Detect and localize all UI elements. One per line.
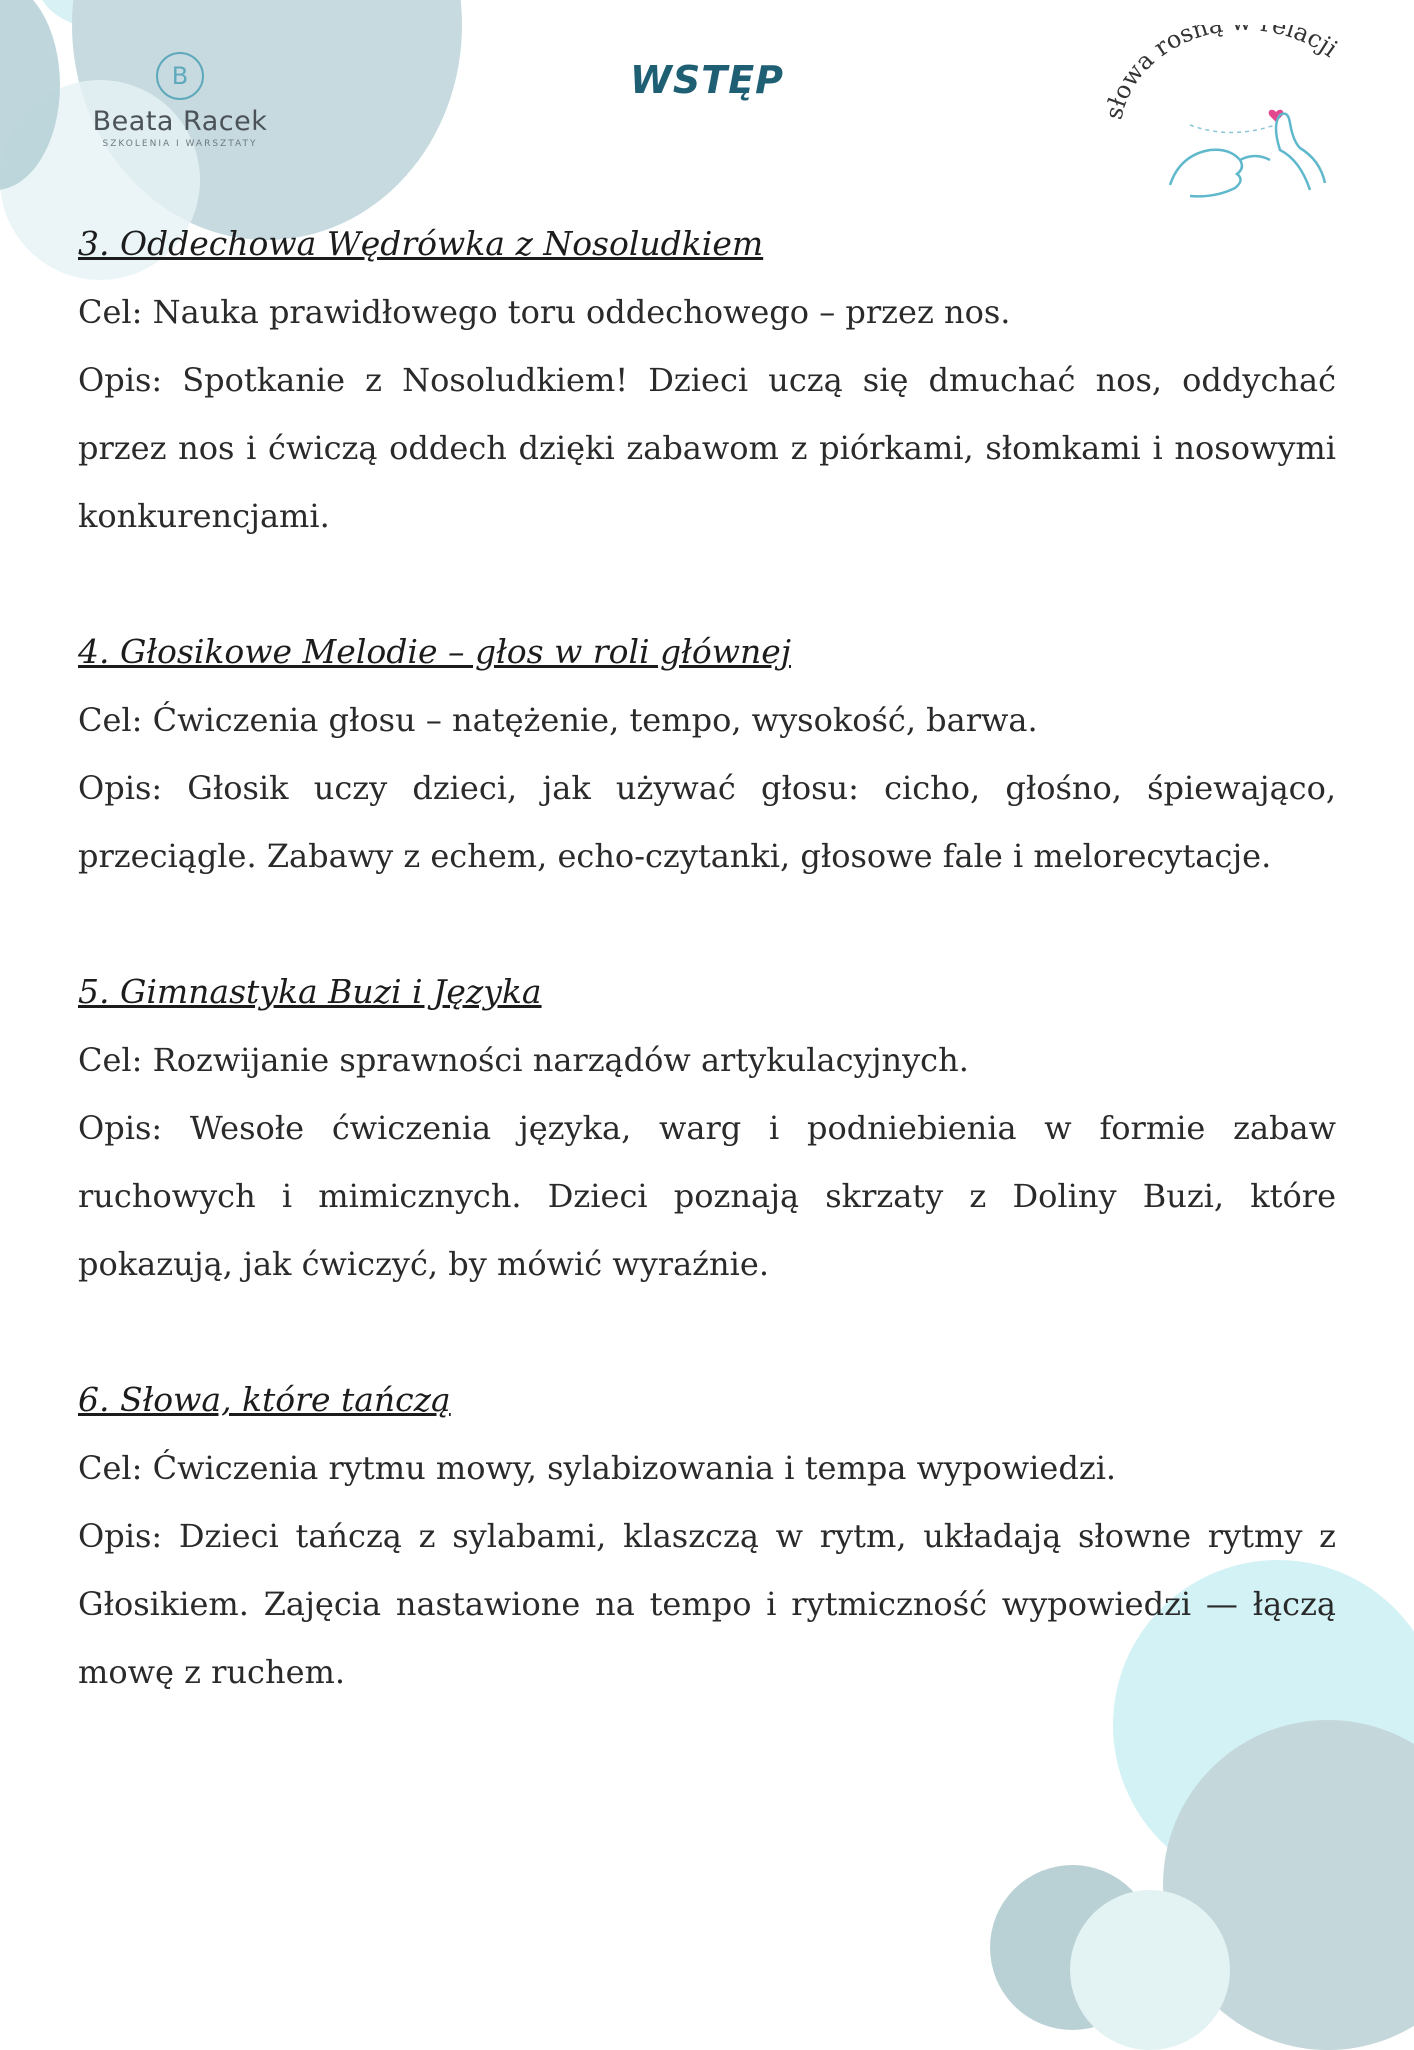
brand-right-text: słowa rosn elacji [1100,25,1343,122]
content [78,210,1336,1774]
section-description: Opis: Wesołe ćwiczenia języka, warg i podniebienia w formie zabaw ruchowych i mimicznych. Dzieci poznają skrzaty z Doliny Buzi, które pokazują, jak ćwiczyć, by mówić wyraźnie. [78,1109,1336,1283]
brand-logo-right [1100,25,1380,215]
section-description: Opis: Dzieci tańczą z sylabami, klaszczą w rytm, układają słowne rytmy z Głosikiem. Zajęcia nastawione na tempo i rytmiczność wypowiedzi — łączą mowę z ruchem. [78,1517,1336,1691]
section-4 [78,618,1336,890]
section-3 [78,210,1336,550]
section-heading: 5. Gimnastyka Buzi i Języka [78,972,542,1011]
section-5 [78,958,1336,1298]
section-goal: Cel: Ćwiczenia rytmu mowy, sylabizowania i tempa wypowiedzi. [78,1449,1117,1487]
page-title: WSTĘP [629,58,784,102]
section-description: Opis: Spotkanie z Nosoludkiem! Dzieci uczą się dmuchać nos, oddychać przez nos i ćwiczą oddech dzięki zabawom z piórkami, słomkami i nosowymi konkurencjami. [78,361,1336,535]
brand-initial-icon: B [156,52,204,100]
section-heading: 6. Słowa, które tańczą [78,1380,451,1419]
section-heading: 4. Głosikowe Melodie – głos w roli głównej [78,632,791,671]
brand-subtitle: SZKOLENIA I WARSZTATY [102,139,258,149]
pinky-promise-hands-icon [1100,25,1380,215]
section-goal: Cel: Ćwiczenia głosu – natężenie, tempo, wysokość, barwa. [78,701,1038,739]
decor-bubble [1070,1890,1230,2050]
section-goal: Cel: Nauka prawidłowego toru oddechowego – przez nos. [78,293,1011,331]
section-6 [78,1366,1336,1706]
brand-name: Beata Racek [92,106,268,137]
section-heading: 3. Oddechowa Wędrówka z Nosoludkiem [78,224,764,263]
section-description: Opis: Głosik uczy dzieci, jak używać głosu: cicho, głośno, śpiewająco, przeciągle. Zabawy z echem, echo-czytanki, głosowe fale i melorecytacje. [78,769,1336,875]
section-goal: Cel: Rozwijanie sprawności narządów artykulacyjnych. [78,1041,969,1079]
